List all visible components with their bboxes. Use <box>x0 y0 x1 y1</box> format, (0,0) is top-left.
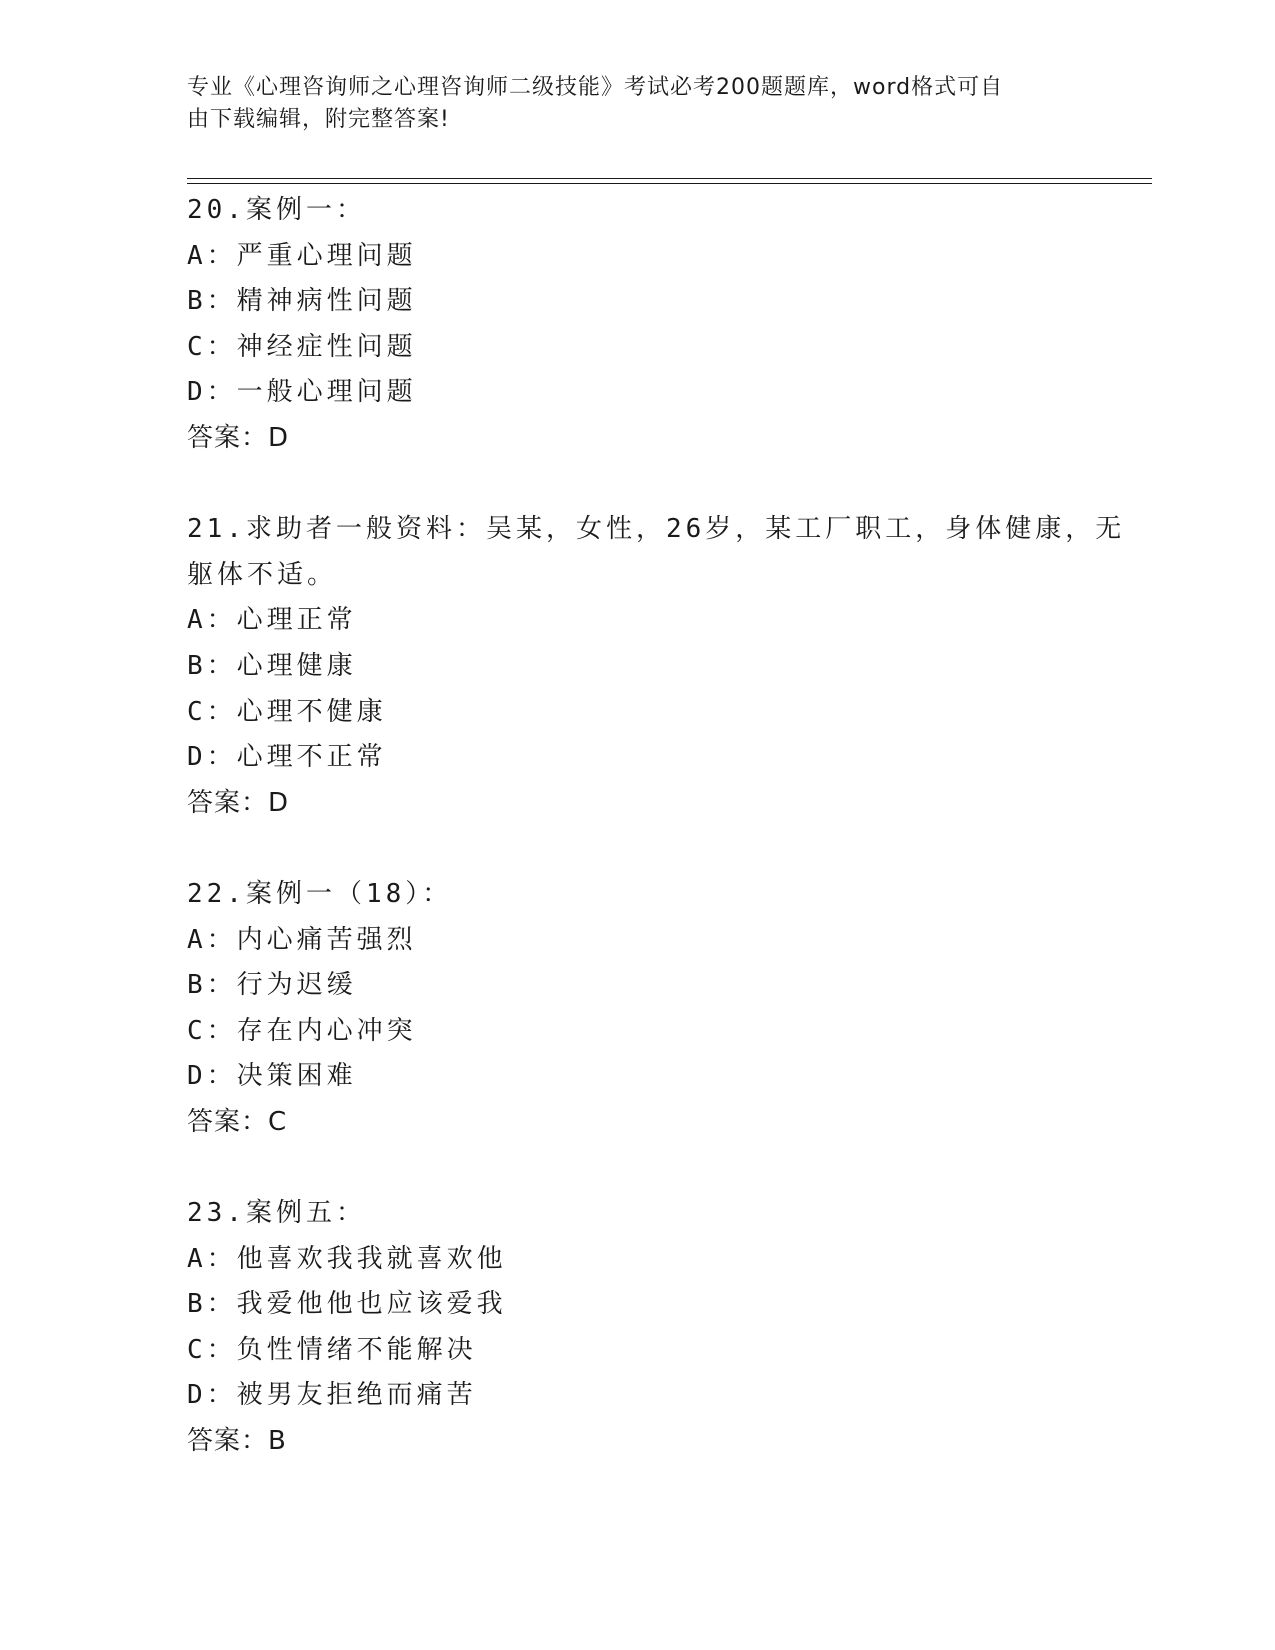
option-b: B：心理健康 <box>187 650 357 681</box>
option-c: C：负性情绪不能解决 <box>187 1334 477 1365</box>
question-stem: 20.案例一： <box>187 195 366 225</box>
header-divider-top <box>187 178 1152 179</box>
question-list <box>187 188 1126 1465</box>
question-stem: 22.案例一（18）： <box>187 878 453 909</box>
option-c: C：心理不健康 <box>187 696 387 727</box>
question-23 <box>187 1191 1087 1465</box>
question-stem: 21.求助者一般资料：吴某，女性，26岁，某工厂职工，身体健康，无 <box>187 514 1126 545</box>
option-b: B：行为迟缓 <box>187 970 357 1001</box>
document-header <box>187 72 1067 136</box>
option-a: A：心理正常 <box>187 605 357 636</box>
option-c: C：神经症性问题 <box>187 331 417 362</box>
question-21 <box>187 507 1126 826</box>
question-20 <box>187 188 1087 462</box>
option-a: A：他喜欢我我就喜欢他 <box>187 1243 507 1274</box>
option-a: A：内心痛苦强烈 <box>187 924 417 955</box>
option-d: D：心理不正常 <box>187 742 387 773</box>
option-a: A：严重心理问题 <box>187 240 417 271</box>
question-stem: 23.案例五： <box>187 1198 366 1229</box>
option-d: D：一般心理问题 <box>187 377 417 408</box>
option-d: D：被男友拒绝而痛苦 <box>187 1380 477 1411</box>
option-b: B：我爱他他也应该爱我 <box>187 1289 507 1320</box>
header-divider-bottom <box>187 183 1152 184</box>
header-line-2: 由下载编辑，附完整答案! <box>187 107 450 132</box>
option-d: D：决策困难 <box>187 1061 357 1092</box>
answer-line: 答案：C <box>187 1106 288 1137</box>
question-22 <box>187 872 1087 1146</box>
question-stem-continued: 躯体不适。 <box>187 559 338 590</box>
option-c: C：存在内心冲突 <box>187 1015 417 1046</box>
answer-line: 答案：D <box>187 422 290 453</box>
answer-line: 答案：B <box>187 1426 287 1457</box>
question-gap <box>187 462 1087 508</box>
question-gap <box>187 1145 1087 1191</box>
question-gap <box>187 826 1087 872</box>
option-b: B：精神病性问题 <box>187 286 417 317</box>
answer-line: 答案：D <box>187 787 290 818</box>
header-line-1: 专业《心理咨询师之心理咨询师二级技能》考试必考200题题库，word格式可自 <box>187 75 1004 100</box>
